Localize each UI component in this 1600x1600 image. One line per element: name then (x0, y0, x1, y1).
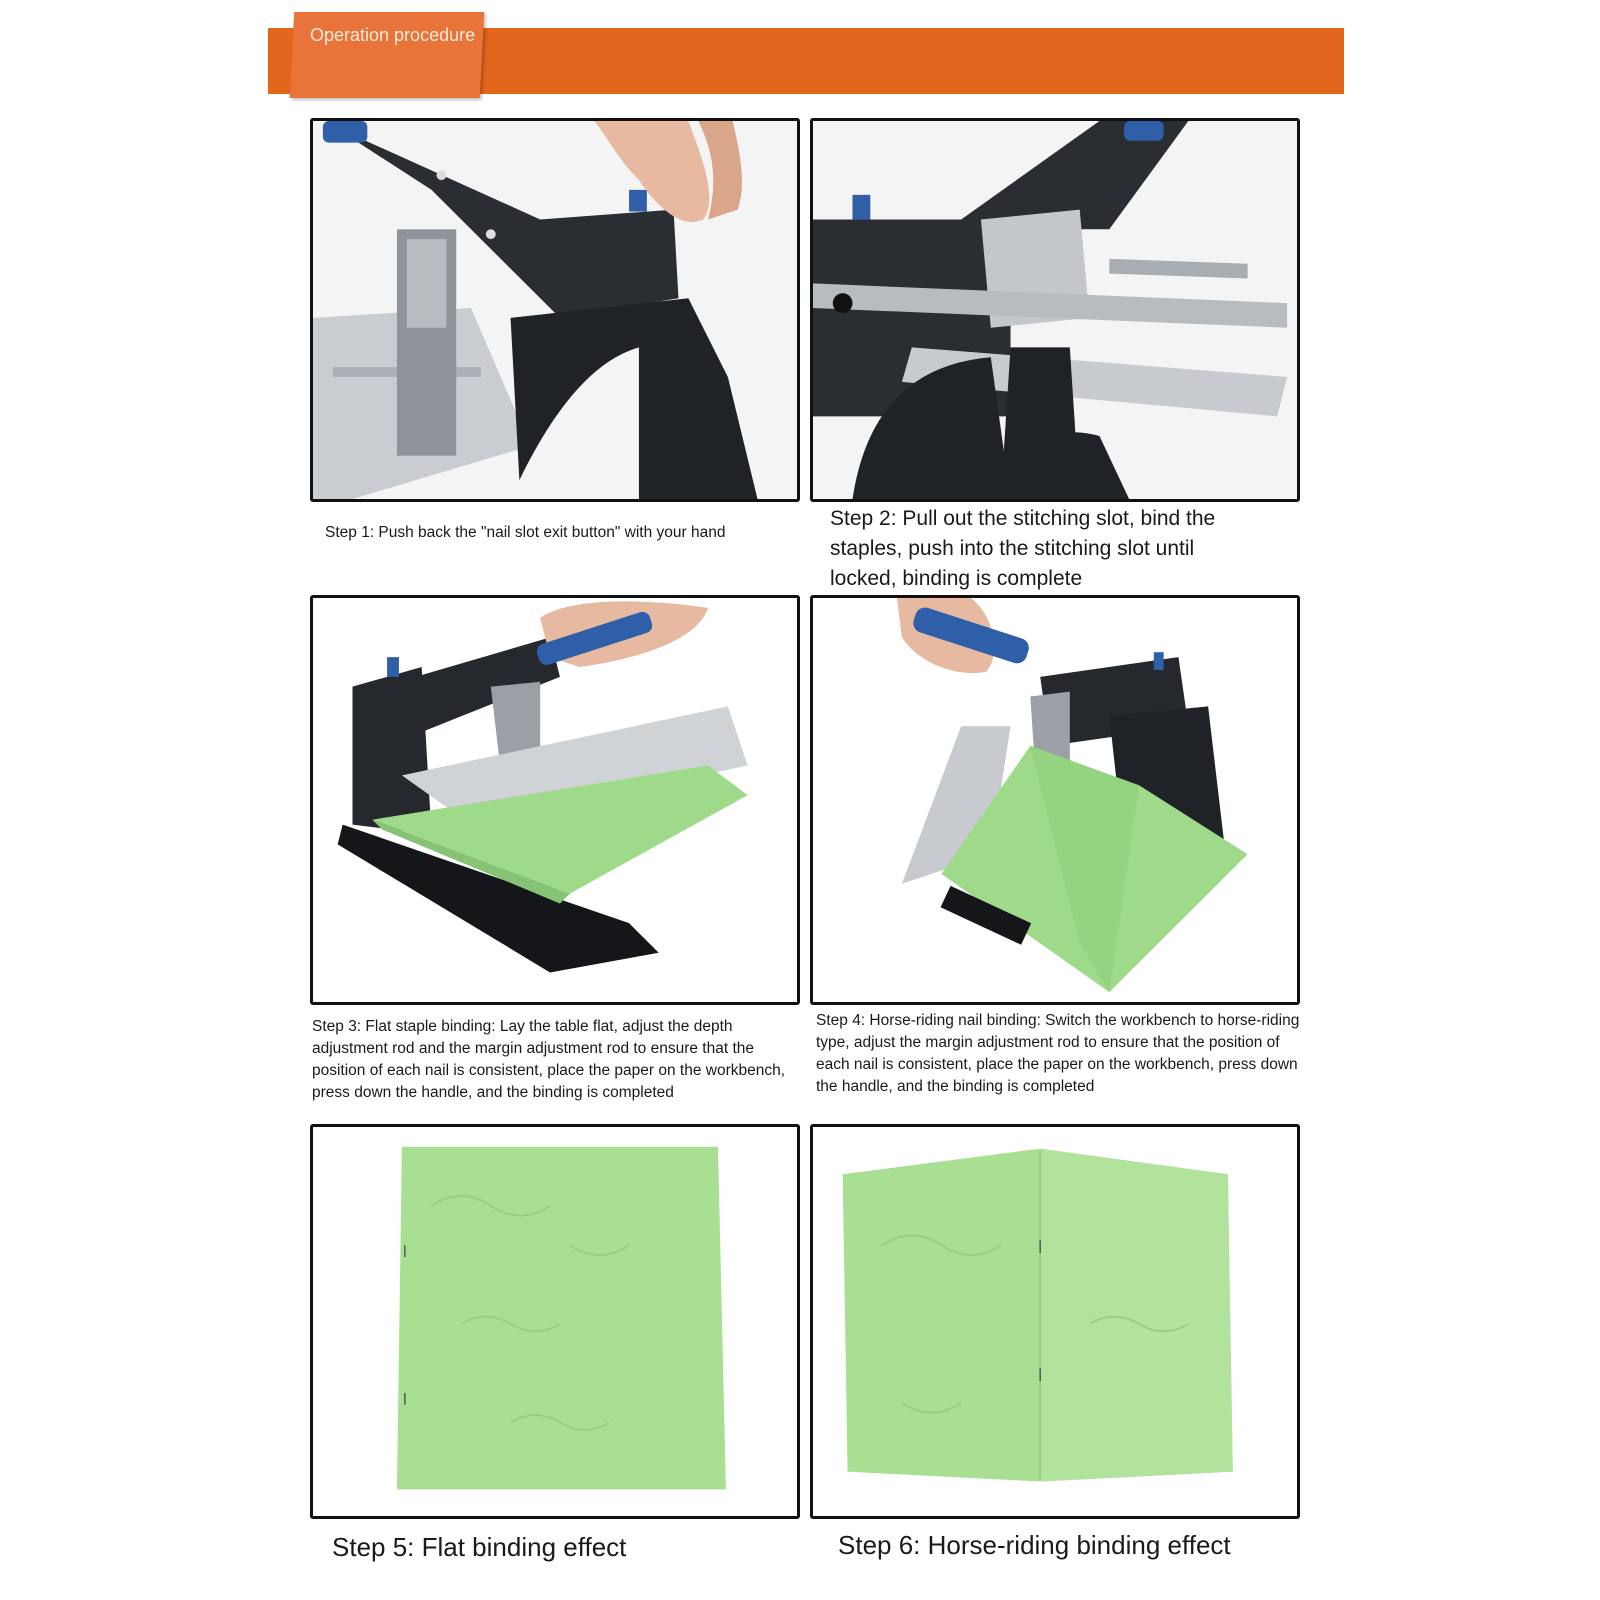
step-5-caption: Step 5: Flat binding effect (332, 1532, 627, 1562)
step-2-image (810, 118, 1300, 502)
step-1-image (310, 118, 800, 502)
step-2-caption: Step 2: Pull out the stitching slot, bind the staples, push into the stitching slot until locked, binding is complete (830, 507, 1216, 590)
step-5-image (310, 1124, 800, 1519)
step-3-caption: Step 3: Flat staple binding: Lay the table flat, adjust the depth adjustment rod and the margin adjustment rod to ensure that the position of each nail is consistent, place the paper on the workbench, press down the handle, and the binding is completed (312, 1018, 786, 1101)
page-title: Operation procedure (310, 25, 476, 45)
step-6-image (810, 1124, 1300, 1519)
step-1-caption: Step 1: Push back the "nail slot exit button" with your hand (325, 524, 726, 541)
step-4-image (810, 595, 1300, 1005)
step-4-caption: Step 4: Horse-riding nail binding: Switch the workbench to horse-riding type, adjust the margin adjustment rod to ensure that the position of each nail is consistent, place the paper on the workbench, press down the handle, and the binding is completed (816, 1012, 1300, 1095)
step-3-image (310, 595, 800, 1005)
step-6-caption: Step 6: Horse-riding binding effect (838, 1530, 1231, 1560)
